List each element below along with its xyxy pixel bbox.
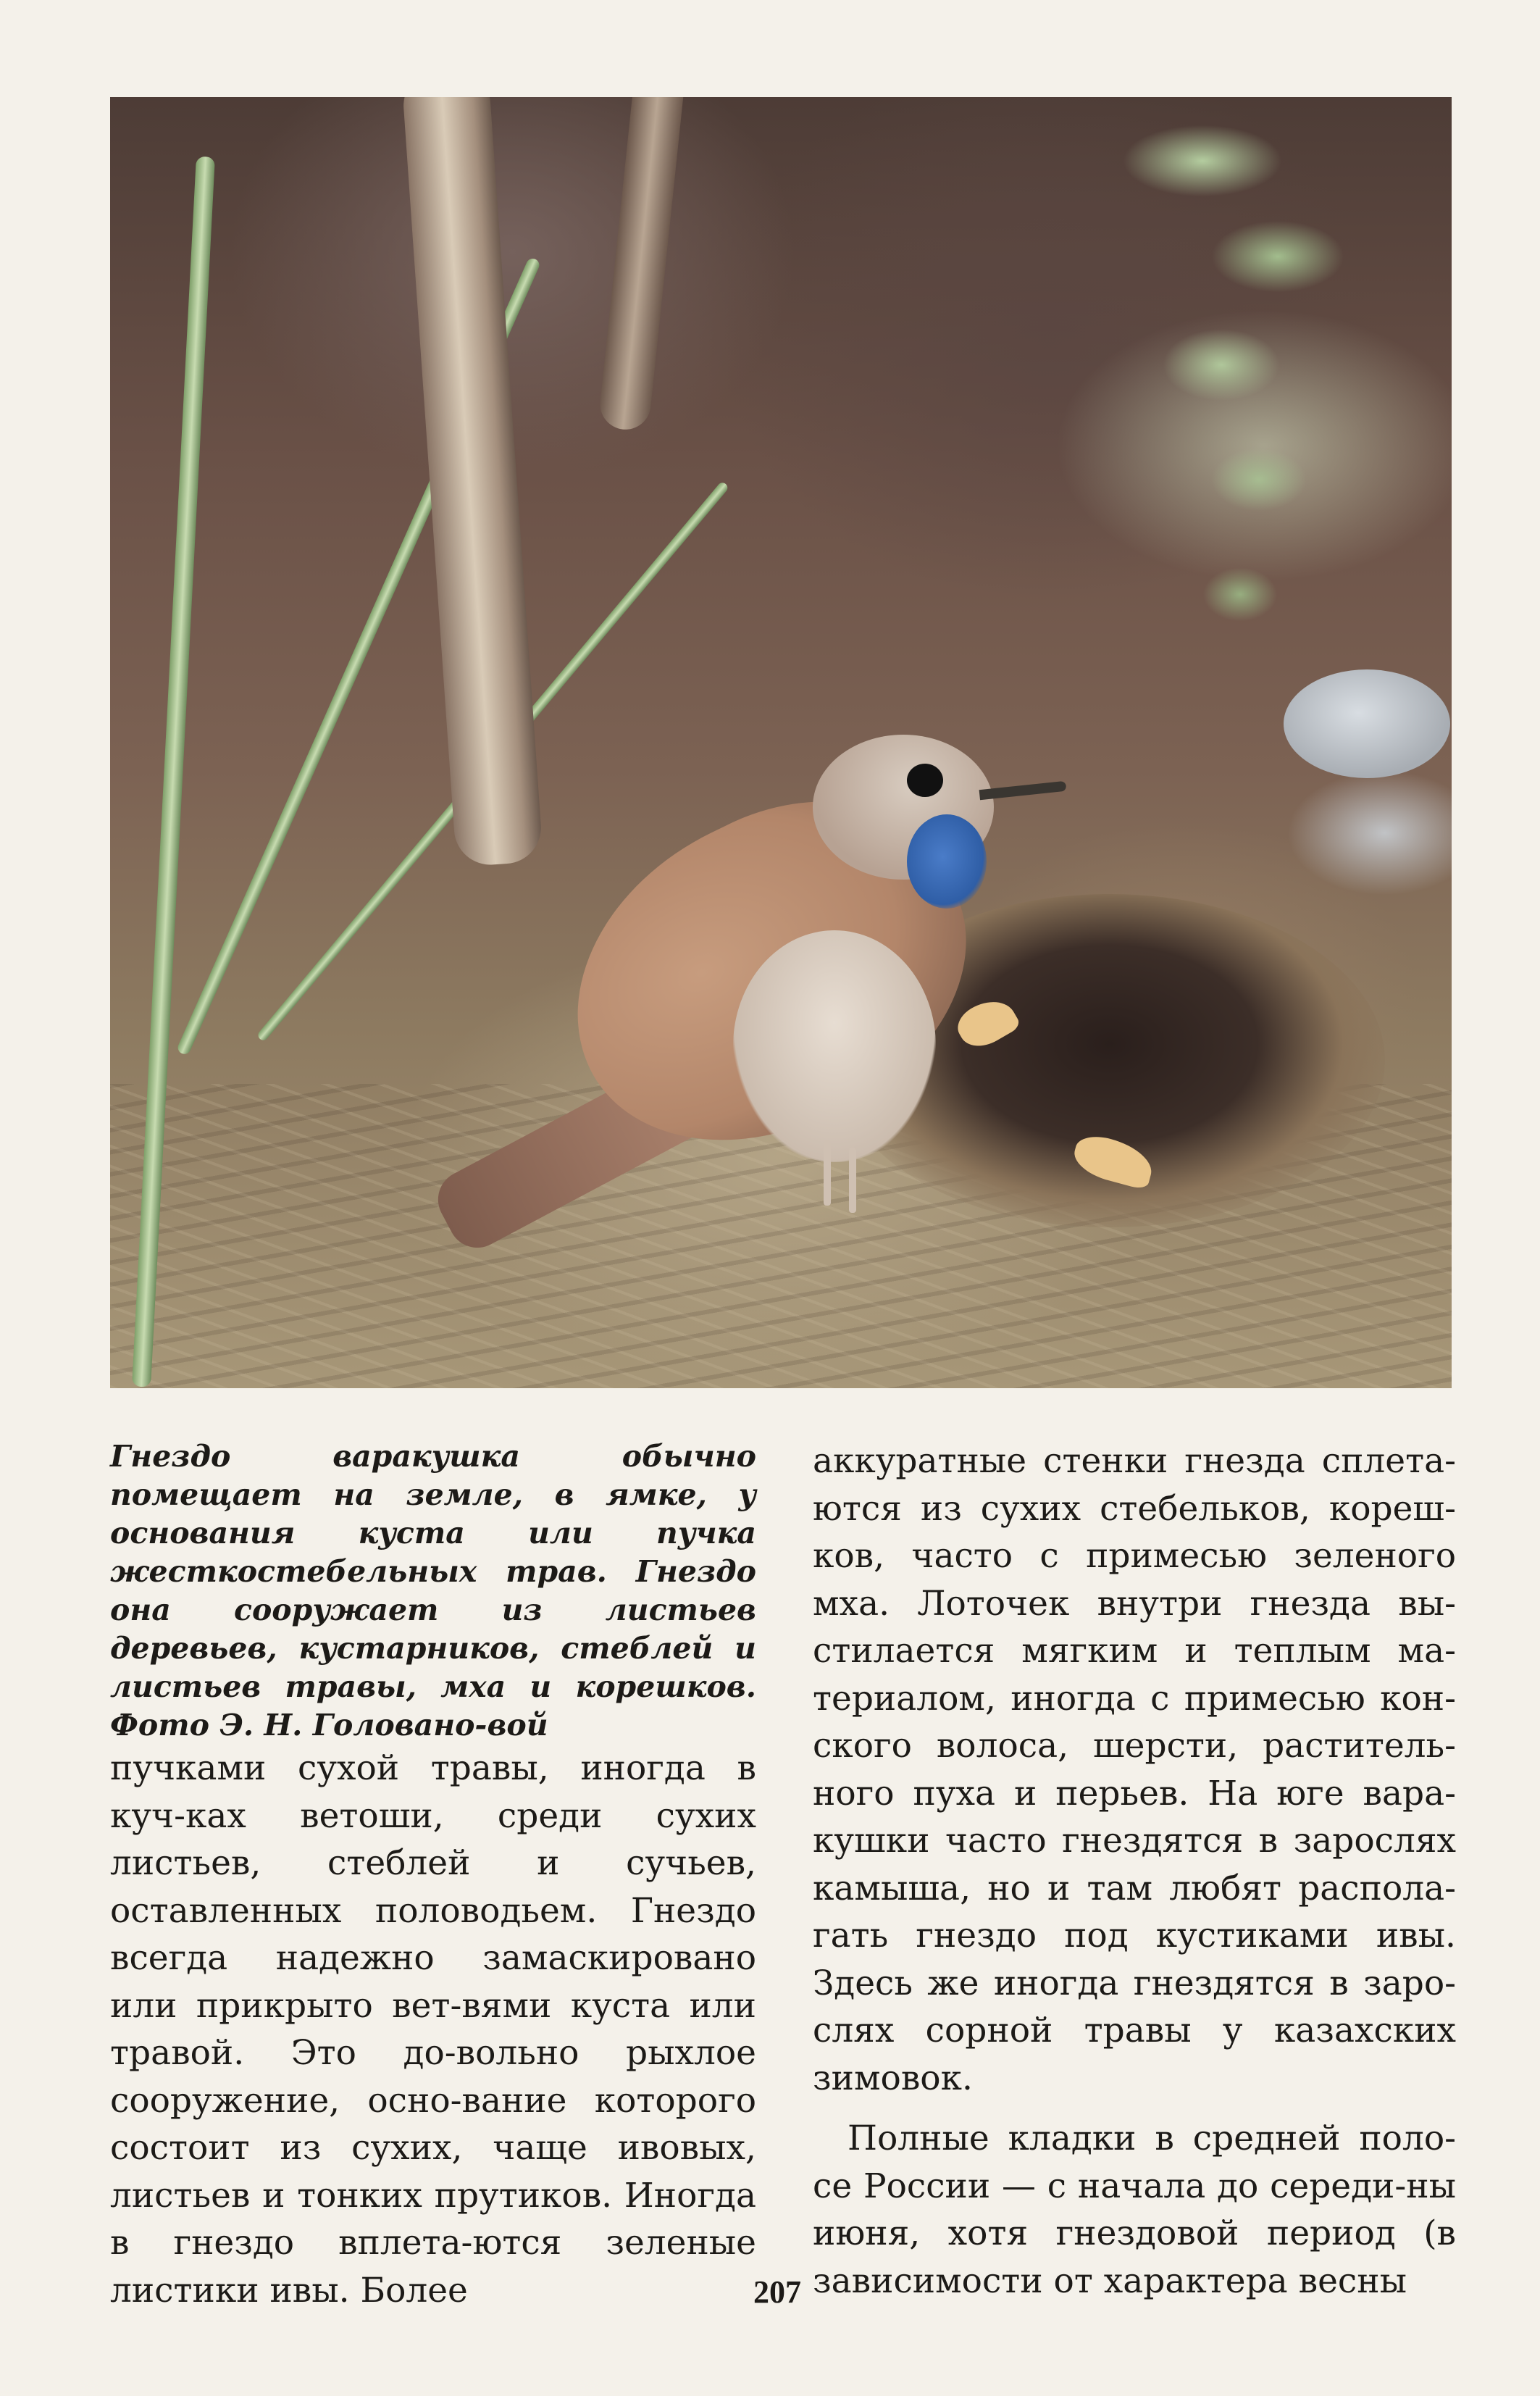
left-column-text: пучками сухой травы, иногда в куч-ках ветоши, среди сухих листьев, стеблей и сучьев, оставленных половодьем. Гнездо всегда надежно замаскировано или прикрыто вет-вями куста или травой. Это до-вольно рыхлое сооружение, осно-вание которого состоит из сухих, чаще ивовых, листьев и тонких прутиков. Иногда в гнездо вплета-ются зеленые листики ивы. Более [110, 1748, 756, 2311]
twig [598, 97, 687, 432]
bird-nest-photo [110, 97, 1452, 1388]
stone [1284, 669, 1450, 778]
bird-leg [849, 1148, 856, 1213]
right-paragraph-1: аккуратные стенки гнезда сплета-ются из сухих стебельков, кореш-ков, часто с примесью зеленого мха. Лоточек внутри гнезда вы-стилается мягким и теплым ма-териалом, иногда с примесью кон-ского волоса, шерсти, раститель-ного пуха и перьев. На юге вара-кушки часто гнездятся в зарослях камыша, но и там любят распола-гать гнездо под кустиками ивы. Здесь же иногда гнездятся в заро-слях сорной травы у казахских зимовок. [813, 1441, 1456, 2098]
right-column [813, 1437, 1456, 2305]
bird-beak [979, 781, 1067, 800]
bird-belly [733, 930, 936, 1162]
photo-caption: Гнездо варакушка обычно помещает на земле, в ямке, у основания куста или пучка жесткостебельных трав. Гнездо она сооружает из листьев деревьев, кустарников, стеблей и листьев травы, мха и корешков. Фото Э. Н. Головано-вой [110, 1439, 756, 1742]
bird-eye [907, 764, 943, 797]
left-column [110, 1437, 756, 2314]
shrub-stem [401, 97, 543, 867]
page-number: 207 [753, 2274, 801, 2310]
right-paragraph-2: Полные кладки в средней поло-се России — с начала до середи-ны июня, хотя гнездовой период (в зависимости от характера весны [813, 2119, 1456, 2301]
bird-leg [824, 1140, 831, 1206]
fern-foliage [1052, 97, 1428, 735]
bird-blue-throat [907, 814, 987, 909]
